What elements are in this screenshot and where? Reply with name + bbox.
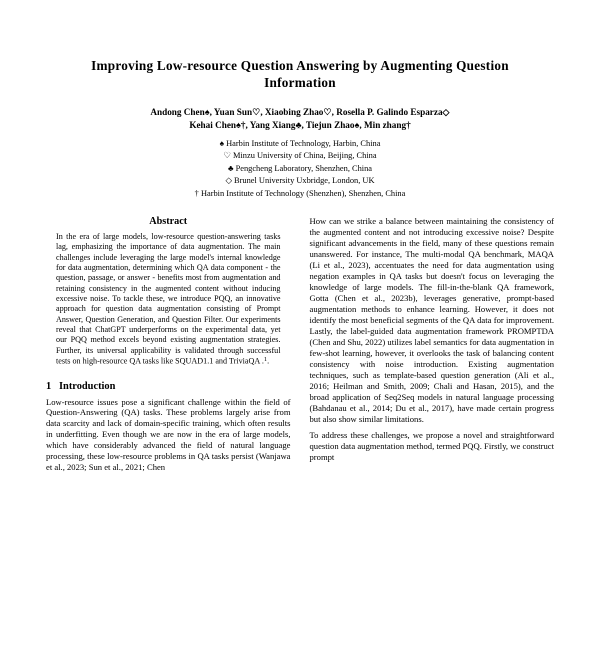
abstract-heading: Abstract <box>149 216 188 228</box>
abstract-text: In the era of large models, low-resource question-answering tasks lag, emphasizing the importance of data augmentation. The main challenges include leveraging the large model's internal knowledge for data augmentation, determining which QA data component - the question, passage, or answer - benefits most from augmentation and retaining consistency in the augmented content without inducing excessive noise. To tackle these, we introduce PQQ, an innovative approach for question data augmentation consisting of Prompt Answer, Question Generation, and Question Filter. Our experiments reveal that ChatGPT underperforms on the experimental data, yet our PQQ method excels beyond existing augmentation strategies. Further, its universal applicability is validated through successful tests on high-resource QA tasks like SQUAD1.1 and TriviaQA .$^1$. <box>56 232 281 366</box>
affiliation-item: ◇ Brunel University Uxbridge, London, UK <box>225 176 375 186</box>
affiliation-item: † Harbin Institute of Technology (Shenzhen), Shenzhen, China <box>194 188 406 198</box>
affiliation-item: ♣ Pengcheng Laboratory, Shenzhen, China <box>227 163 373 173</box>
section-heading-introduction <box>46 381 291 392</box>
abstract-body: In the era of large models, low-resource question-answering tasks lag, emphasizing the importance of data augmentation. The main challenges include leveraging the large model's internal knowledge for data augmentation, determining which QA data component - the question, passage, or answer - benefits most from augmentation and retaining consistency in the augmented content without inducing excessive noise. To tackle these, we introduce PQQ, an innovative approach for question data augmentation consisting of Prompt Answer, Question Generation, and Question Filter. Our experiments reveal that ChatGPT underperforms on the experimental data, yet our PQQ method excels beyond existing augmentation strategies. Further, its universal applicability is validated through successful tests on high-resource QA tasks like SQUAD1.1 and TriviaQA . <box>56 232 281 366</box>
affiliation-item: ♡ Minzu University of China, Beijing, China <box>223 151 377 161</box>
author-line-2: Kehai Chen♠†, Yang Xiang♣, Tiejun Zhao♠, Min zhang† <box>189 119 411 130</box>
paper-page <box>0 57 600 657</box>
page-title: Improving Low-resource Question Answering by Augmenting Question Information <box>91 58 509 91</box>
right-column <box>310 216 555 473</box>
intro-paragraph-1: Low-resource issues pose a significant challenge within the field of Question-Answering (QA) tasks. These problems largely arise from data scarcity and lack of domain-specific training, which often results in underfitting. Even though we are now in the era of large models, which have considerably advanced the field of natural language processing, these low-resource problems in QA tasks persist (Wanjawa et al., 2023; Sun et al., 2021; Chen <box>46 396 291 473</box>
section-number: 1 <box>46 380 52 392</box>
affiliation-item: ♠ Harbin Institute of Technology, Harbin, China <box>219 138 381 148</box>
right-paragraph-1: How can we strike a balance between maintaining the consistency of the augmented content and not introducing excessive noise? Despite significant advancements in the field, many of these questions remain unanswered. For instance, The multi-modal QA benchmark, MAQA (Li et al., 2023), accentuates the need for data augmentation using negation examples in QA tasks but doesn't focus on leveraging the knowledge of large models. The fill-in-the-blank QA framework, Gotta (Chen et al., 2023b), leverages generative, prompt-based augmentation methods to enhance learning. However, it does not identify the most beneficial segments of the QA data for improvement. Lastly, the label-guided data augmentation framework PROMPTDA (Chen and Shu, 2022) utilizes label semantics for data augmentation in few-shot learning, however, it overlooks the task of balancing content consistency with noise introduction. Existing augmentation techniques, such as template-based question generation (Ali et al., 2016; Heilman and Smith, 2009; Chali and Hasan, 2015), and the broad application of Seq2Seq models in natural language processing (Bahdanau et al., 2014; Du et al., 2017), have made certain progress but also show similar limitations. <box>309 216 554 424</box>
two-column-body <box>46 216 554 473</box>
abstract-footnote-marker: 1 <box>263 355 268 363</box>
section-title: Introduction <box>59 380 116 392</box>
author-line-1: Andong Chen♠, Yuan Sun♡, Xiaobing Zhao♡, Rosella P. Galindo Esparza◇ <box>150 106 450 117</box>
left-column <box>46 216 291 473</box>
affiliation-list <box>60 138 540 200</box>
author-list <box>52 106 548 132</box>
right-paragraph-2: To address these challenges, we propose a novel and straightforward question data augmentation method, termed PQQ. Firstly, we construct prompt <box>309 429 554 462</box>
